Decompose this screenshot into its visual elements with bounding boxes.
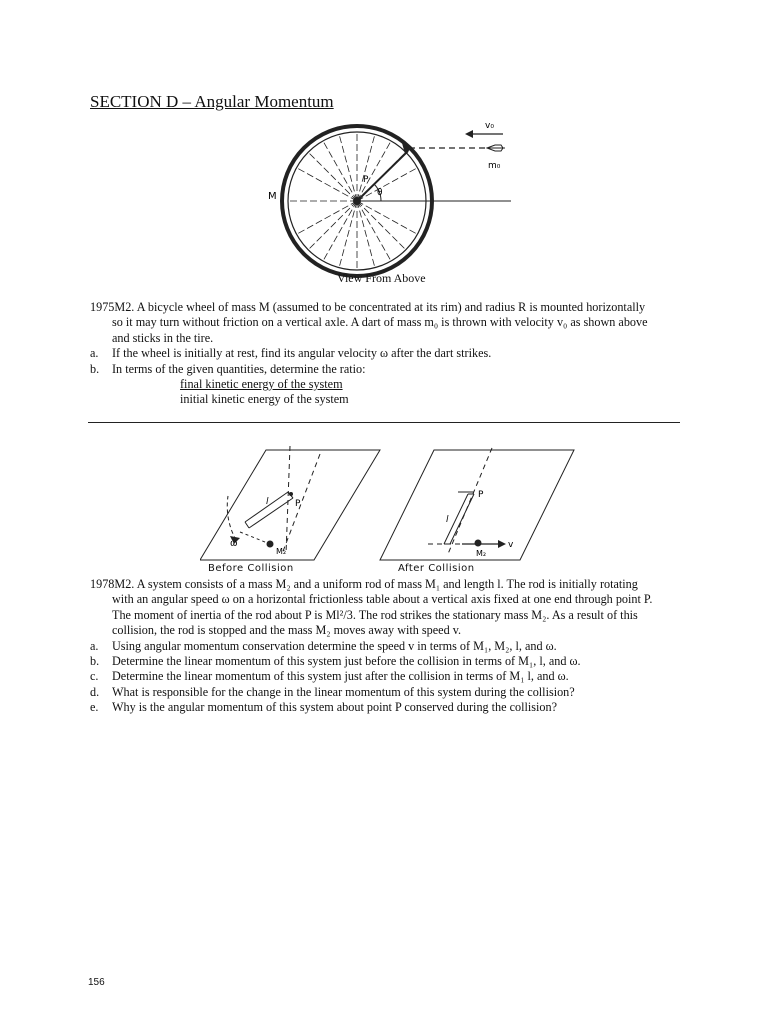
problem1-text [90,300,690,408]
velocity-arrow [465,130,503,138]
section-title: SECTION D – Angular Momentum [90,92,334,111]
rod-collision-diagram [200,444,590,566]
problem1-item-a: a. If the wheel is initially at rest, find its angular velocity ω after the dart strikes. [90,346,492,361]
problem2-item-d: d. What is responsible for the change in the linear momentum of this system during the collision? [90,684,575,699]
after-mass-m2 [475,540,482,547]
before-label-omega: ω [230,539,238,549]
after-label-l: l [446,515,449,525]
label-theta: θ [377,188,383,198]
label-P: P [363,175,369,185]
label-m0: m₀ [488,161,501,171]
bicycle-wheel-diagram [255,118,525,288]
before-swing-line [240,532,270,544]
problem2-item-e: e. Why is the angular momentum of this system about point P conserved during the collision? [90,700,557,715]
page-number: 156 [88,977,105,988]
before-label-P: P [295,499,301,509]
problem2-item-c: c. Determine the linear momentum of this system just after the collision in terms of M₁ l, and ω. [90,669,569,684]
after-label-P: P [478,490,484,500]
before-rod [245,492,293,528]
before-label-M2: M₂ [276,547,287,556]
problem2-item-a: a. Using angular momentum conservation determine the speed v in terms of M₁, M₂, l, and ω. [90,638,557,653]
problem1-intro-line: so it may turn without friction on a vertical axle. A dart of mass m₀ is thrown with velocity v₀ as shown above [112,315,648,330]
problem2-intro-line: 1978M2. A system consists of a mass M₂ and a uniform rod of mass M₁ and length l. The rod is initially rotating [90,577,638,591]
ratio-numerator: final kinetic energy of the system [180,377,343,392]
label-v0: v₀ [485,121,494,131]
before-label-l: l [266,497,269,507]
problem2-intro-line: collision, the rod is stopped and the mass M₂ moves away with speed v. [112,623,462,638]
axle-point [353,197,361,205]
before-collision-caption: Before Collision [208,563,294,574]
after-dash-line [448,448,492,554]
after-collision-caption: After Collision [398,563,475,574]
after-label-v: v [508,540,514,550]
before-pivot-point [289,492,293,496]
figure1-caption: View From Above [337,271,426,285]
after-velocity-arrowhead [498,540,506,548]
problem2-text [90,577,690,716]
problem2-intro-line: with an angular speed ω on a horizontal frictionless table about a vertical axis fixed at one end through point P. [112,592,653,607]
before-mass-m2 [267,541,274,548]
problem1-item-b: b. In terms of the given quantities, determine the ratio: [90,361,366,376]
after-label-M2: M₂ [476,549,487,558]
label-M: M [268,191,277,202]
problem2-intro-line: The moment of inertia of the rod about P is Ml²/3. The rod strikes the stationary mass M₂. As a result of this [112,607,638,622]
ratio-denominator: initial kinetic energy of the system [180,392,349,407]
section-divider [88,422,680,423]
problem1-intro-line: 1975M2. A bicycle wheel of mass M (assumed to be concentrated at its rim) and radius R is mounted horizontally [90,300,646,314]
problem2-item-b: b. Determine the linear momentum of this system just before the collision in terms of M₁, l, and ω. [90,654,581,669]
problem1-intro-line: and sticks in the tire. [112,330,214,345]
dart-icon [487,145,505,151]
